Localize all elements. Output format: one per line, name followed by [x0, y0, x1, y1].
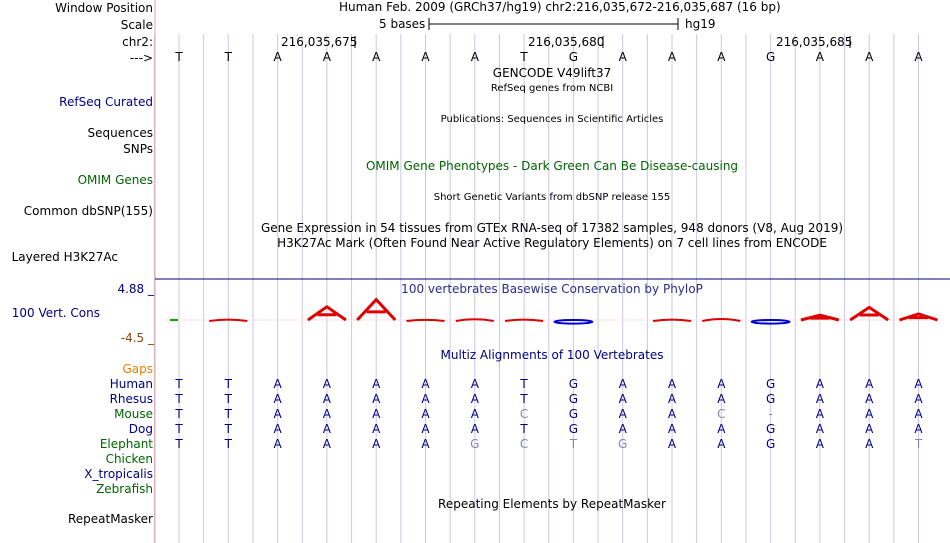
reference-base: T	[224, 50, 232, 64]
alignment-base: A	[322, 407, 331, 421]
reference-base: A	[618, 50, 627, 64]
sequences-label[interactable]: Sequences	[87, 126, 153, 140]
alignment-base: T	[224, 392, 232, 406]
alignment-base: G	[765, 377, 776, 391]
alignment-base: T	[224, 377, 232, 391]
alignment-base: G	[765, 422, 776, 436]
alignment-base: A	[667, 392, 677, 406]
alignment-base: A	[717, 377, 726, 391]
reference-base: A	[273, 50, 282, 64]
scale-label: Scale	[120, 18, 153, 32]
species-label-mouse[interactable]: Mouse	[114, 407, 153, 421]
alignment-base: A	[372, 392, 381, 406]
alignment-base: T	[914, 437, 923, 451]
alignment-base: T	[224, 407, 232, 421]
phylop-glyph-a	[308, 307, 346, 320]
alignment-base: T	[224, 437, 232, 451]
alignment-base: -	[768, 407, 773, 421]
alignment-base: T	[175, 437, 183, 451]
alignment-base: A	[322, 422, 331, 436]
species-label-chicken[interactable]: Chicken	[105, 452, 153, 466]
alignment-base: G	[568, 392, 579, 406]
phylop-glyph-a	[357, 300, 395, 320]
coord-label-1: 216,035,675	[281, 35, 358, 49]
scale-text: 5 bases	[379, 17, 426, 31]
alignment-base: G	[765, 392, 776, 406]
alignment-base: C	[519, 407, 529, 421]
alignment-base: G	[568, 407, 579, 421]
alignment-base: A	[914, 392, 923, 406]
alignment-base: A	[667, 377, 677, 391]
alignment-base: A	[470, 377, 479, 391]
alignment-base: T	[520, 422, 528, 436]
alignment-base: G	[470, 437, 480, 451]
reference-base: A	[914, 50, 923, 64]
alignment-base: T	[175, 392, 183, 406]
alignment-base: A	[421, 392, 430, 406]
coord-label-3: 216,035,685	[776, 35, 853, 49]
alignment-base: G	[765, 437, 776, 451]
alignment-base: A	[865, 422, 874, 436]
phylop-glyph-neg	[752, 320, 790, 324]
phylop-glyph-a	[702, 319, 740, 321]
reference-base: A	[322, 50, 331, 64]
alignment-base: G	[618, 437, 628, 451]
alignment-base: A	[372, 377, 381, 391]
alignment-base: T	[520, 392, 528, 406]
species-label-zebrafish[interactable]: Zebrafish	[96, 482, 153, 496]
alignment-base: A	[865, 392, 874, 406]
omim-track-title: OMIM Gene Phenotypes - Dark Green Can Be Disease-causing	[365, 159, 739, 173]
reference-base: A	[421, 50, 430, 64]
phylop-glyph-a	[653, 320, 691, 321]
alignment-base: A	[421, 422, 430, 436]
species-label-rhesus[interactable]: Rhesus	[109, 392, 153, 406]
alignment-base: A	[914, 422, 923, 436]
alignment-base: A	[470, 392, 479, 406]
alignment-base: A	[914, 377, 923, 391]
species-label-human[interactable]: Human	[109, 377, 153, 391]
alignment-base: G	[568, 422, 579, 436]
phylop-glyph-a	[801, 315, 839, 320]
reference-base: T	[520, 50, 528, 64]
alignment-base: T	[569, 437, 578, 451]
alignment-base: A	[717, 437, 726, 451]
alignment-base: A	[470, 407, 479, 421]
alignment-base: A	[322, 437, 331, 451]
window-position-value: Human Feb. 2009 (GRCh37/hg19) chr2:216,035,672-216,035,687 (16 bp)	[339, 0, 781, 14]
h3k27ac-track-title: H3K27Ac Mark (Often Found Near Active Regulatory Elements) on 7 cell lines from ENCODE	[277, 236, 827, 250]
refseq-curated-label[interactable]: RefSeq Curated	[59, 95, 153, 109]
reference-base: A	[717, 50, 726, 64]
alignment-base: C	[519, 437, 529, 451]
alignment-base: T	[224, 422, 232, 436]
phylop-glyph-a	[850, 307, 888, 320]
alignment-base: A	[865, 437, 874, 451]
alignment-base: A	[273, 407, 282, 421]
phylop-glyph-neg	[554, 320, 592, 324]
dbsnp-track-title: Short Genetic Variants from dbSNP release 155	[433, 192, 671, 203]
alignment-base: A	[421, 377, 430, 391]
phylop-track-title: 100 vertebrates Basewise Conservation by PhyloP	[401, 282, 703, 296]
alignment-base: A	[717, 422, 726, 436]
reference-base: A	[815, 50, 824, 64]
alignment-base: T	[175, 377, 183, 391]
species-label-elephant[interactable]: Elephant	[99, 437, 153, 451]
coord-label-2: 216,035,680	[528, 35, 605, 49]
gtex-track-title: Gene Expression in 54 tissues from GTEx RNA-seq of 17382 samples, 948 donors (V8, Aug 2019)	[260, 221, 844, 235]
alignment-base: A	[717, 392, 726, 406]
gencode-track-title[interactable]: GENCODE V49lift37	[492, 66, 612, 80]
alignment-base: A	[914, 407, 923, 421]
reference-base: G	[568, 50, 579, 64]
alignment-base: A	[421, 437, 430, 451]
alignment-base: A	[667, 437, 677, 451]
window-position-label: Window Position	[55, 1, 153, 15]
alignment-base: A	[667, 422, 677, 436]
reference-base: A	[372, 50, 381, 64]
alignment-base: A	[273, 422, 282, 436]
alignment-base: A	[372, 422, 381, 436]
alignment-base: A	[421, 407, 430, 421]
layered-h3k27ac-label[interactable]: Layered H3K27Ac	[11, 250, 118, 264]
snps-label[interactable]: SNPs	[123, 142, 153, 156]
reference-base: G	[765, 50, 776, 64]
alignment-base: A	[273, 392, 282, 406]
alignment-base: A	[815, 392, 824, 406]
alignment-base: A	[322, 392, 331, 406]
reference-base: A	[667, 50, 677, 64]
alignment-base: A	[273, 437, 282, 451]
phylop-glyph-a	[505, 320, 543, 321]
alignment-base: A	[618, 392, 627, 406]
alignment-base: A	[618, 407, 627, 421]
species-label-x_tropicalis[interactable]: X_tropicalis	[84, 467, 153, 481]
phylop-max-label: 4.88 _	[117, 282, 154, 296]
multiz-track-title: Multiz Alignments of 100 Vertebrates	[440, 348, 664, 362]
refseq-track-title: RefSeq genes from NCBI	[490, 83, 614, 94]
reference-base: T	[175, 50, 183, 64]
alignment-base: A	[618, 377, 627, 391]
gaps-label[interactable]: Gaps	[122, 362, 153, 376]
alignment-base: A	[815, 422, 824, 436]
repeatmasker-label[interactable]: RepeatMasker	[67, 512, 153, 526]
alignment-base: A	[815, 437, 824, 451]
alignment-base: A	[815, 377, 824, 391]
phylop-min-label: -4.5 _	[120, 331, 154, 345]
alignment-base: T	[520, 377, 528, 391]
phylop-glyph-a	[407, 320, 445, 321]
omim-genes-label[interactable]: OMIM Genes	[77, 173, 153, 187]
phylop-glyph-a	[456, 319, 494, 321]
phylop-glyph-a	[209, 320, 247, 321]
alignment-base: A	[865, 407, 874, 421]
common-dbsnp-label[interactable]: Common dbSNP(155)	[23, 204, 153, 218]
scale-assembly: hg19	[685, 17, 716, 31]
alignment-base: A	[618, 422, 627, 436]
alignment-base: A	[865, 377, 874, 391]
alignment-base: G	[568, 377, 579, 391]
species-label-dog[interactable]: Dog	[128, 422, 153, 436]
alignment-base: A	[322, 377, 331, 391]
phylop-glyph-a	[900, 314, 938, 320]
alignment-base: A	[815, 407, 824, 421]
reference-base: A	[865, 50, 874, 64]
alignment-base: T	[175, 422, 183, 436]
chrom-label: chr2:	[122, 35, 153, 49]
alignment-base: A	[470, 422, 479, 436]
repeatmasker-track-title: Repeating Elements by RepeatMasker	[438, 497, 666, 511]
strand-label[interactable]: --->	[129, 51, 153, 65]
alignment-base: A	[667, 407, 677, 421]
alignment-base: C	[717, 407, 726, 421]
reference-base: A	[470, 50, 479, 64]
alignment-base: A	[273, 377, 282, 391]
publications-track-title: Publications: Sequences in Scientific Articles	[440, 114, 664, 125]
phylop-track-label[interactable]: 100 Vert. Cons	[11, 306, 100, 320]
alignment-base: A	[372, 437, 381, 451]
alignment-base: A	[372, 407, 381, 421]
alignment-base: T	[175, 407, 183, 421]
